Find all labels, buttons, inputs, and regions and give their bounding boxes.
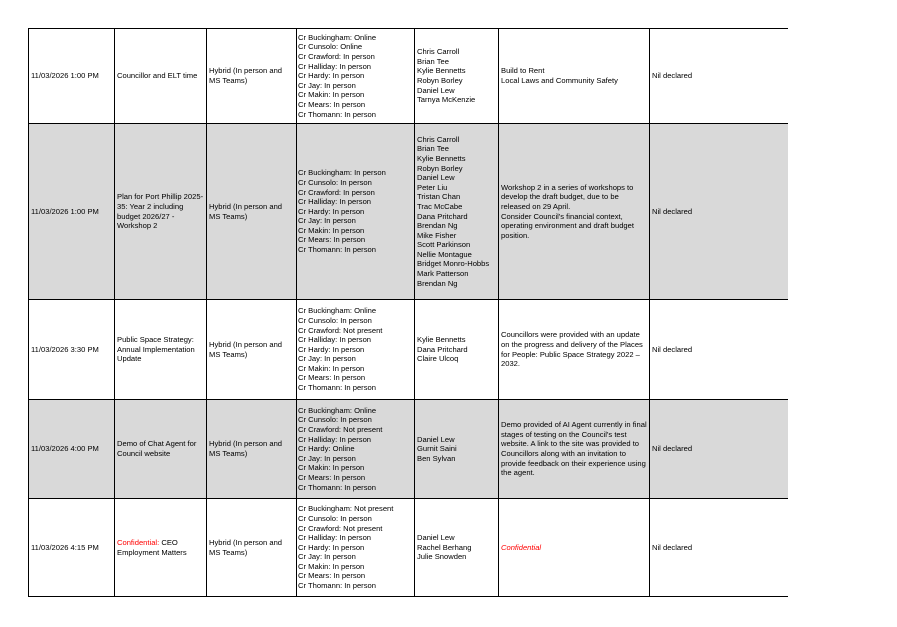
staff-attendance-cell	[415, 300, 499, 400]
staff-attendee: Kylie Bennetts	[417, 66, 466, 76]
meeting-title-cell	[115, 499, 207, 597]
staff-attendee: Gurnit Saini	[417, 444, 457, 454]
councillor-attendance: Cr Mears: In person	[298, 571, 366, 581]
councillor-attendance: Cr Hardy: In person	[298, 344, 365, 354]
meeting-datetime-cell	[29, 29, 115, 124]
councillor-attendance: Cr Jay: In person	[298, 354, 356, 364]
conflict-declaration: Nil declared	[652, 444, 693, 454]
meeting-format: Hybrid (In person and MS Teams)	[209, 439, 283, 458]
staff-attendee: Peter Liu	[417, 182, 448, 192]
staff-attendee: Mike Fisher	[417, 230, 457, 240]
councillor-attendance: Cr Halliday: In person	[298, 335, 372, 345]
councillor-attendance-cell	[297, 400, 415, 499]
councillor-attendance: Cr Buckingham: Online	[298, 306, 377, 316]
staff-attendee: Julie Snowden	[417, 552, 467, 562]
matters-discussed-cell	[499, 124, 650, 300]
conflicts-cell	[650, 499, 788, 597]
table-row	[29, 124, 788, 300]
meeting-format: Hybrid (In person and MS Teams)	[209, 537, 283, 557]
councillor-attendance: Cr Cunsolo: In person	[298, 177, 372, 187]
meeting-title-cell	[115, 124, 207, 300]
matter-discussed: Local Laws and Community Safety	[501, 76, 618, 85]
meetings-table	[28, 28, 788, 597]
matters-discussed-cell	[499, 300, 650, 400]
councillor-attendance: Cr Hardy: In person	[298, 71, 365, 81]
councillor-attendance: Cr Cunsolo: In person	[298, 315, 372, 325]
councillor-attendance: Cr Crawford: Not present	[298, 425, 383, 435]
meeting-format-cell	[207, 400, 297, 499]
matter-discussed: Workshop 2 in a series of workshops to develop the draft budget, due to be released on 29 April.	[501, 182, 634, 211]
staff-attendee: Dana Pritchard	[417, 211, 468, 221]
meeting-datetime-cell	[29, 300, 115, 400]
staff-attendance-cell	[415, 400, 499, 499]
councillor-attendance: Cr Hardy: In person	[298, 542, 365, 552]
councillor-attendance: Cr Buckingham: Not present	[298, 504, 394, 514]
councillor-attendance: Cr Hardy: In person	[298, 206, 365, 216]
staff-attendee: Brendan Ng	[417, 278, 458, 288]
councillor-attendance: Cr Crawford: In person	[298, 187, 375, 197]
councillor-attendance: Cr Mears: In person	[298, 99, 366, 109]
meeting-format: Hybrid (In person and MS Teams)	[209, 66, 283, 85]
councillor-attendance: Cr Jay: In person	[298, 216, 356, 226]
matter-discussed: Councillors were provided with an update on the progress and delivery of the Places for People: Public Space Strategy 2022 – 2032.	[501, 330, 643, 369]
meeting-datetime: 11/03/2026 4:15 PM	[31, 542, 99, 552]
councillor-attendance: Cr Halliday: In person	[298, 434, 372, 444]
meeting-datetime: 11/03/2026 1:00 PM	[31, 206, 99, 216]
table-row	[29, 300, 788, 400]
conflicts-cell	[650, 124, 788, 300]
meeting-datetime: 11/03/2026 3:30 PM	[31, 344, 99, 354]
councillor-attendance: Cr Thomann: In person	[298, 482, 376, 492]
meeting-title: Councillor and ELT time	[117, 71, 198, 81]
councillor-attendance: Cr Makin: In person	[298, 225, 365, 235]
meeting-datetime-cell	[29, 499, 115, 597]
meeting-datetime: 11/03/2026 4:00 PM	[31, 444, 99, 454]
staff-attendee: Bridget Monro-Hobbs	[417, 259, 490, 269]
staff-attendee: Daniel Lew	[417, 533, 455, 543]
staff-attendee: Nellie Montague	[417, 249, 472, 259]
meeting-format: Hybrid (In person and MS Teams)	[209, 201, 283, 221]
councillor-attendance-cell	[297, 300, 415, 400]
meeting-title: CEO Employment Matters	[117, 537, 187, 557]
staff-attendee: Robyn Borley	[417, 163, 463, 173]
councillor-attendance: Cr Makin: In person	[298, 363, 365, 373]
staff-attendance-cell	[415, 124, 499, 300]
councillor-attendance: Cr Jay: In person	[298, 80, 356, 90]
conflict-declaration: Nil declared	[652, 206, 693, 216]
confidential-prefix: Confidential:	[117, 537, 160, 547]
staff-attendee: Kylie Bennetts	[417, 335, 466, 345]
meeting-title: Demo of Chat Agent for Council website	[117, 439, 197, 458]
councillor-attendance: Cr Thomann: In person	[298, 383, 376, 393]
meeting-title-text	[117, 192, 205, 230]
conflicts-cell	[650, 400, 788, 499]
staff-attendee: Robyn Borley	[417, 76, 463, 85]
matter-discussed: Demo provided of AI Agent currently in final stages of testing on the Council's test website. A link to the site was provided to Councillors along with an invitation to provide feedback on their experience using the agent.	[501, 420, 647, 478]
councillor-attendance: Cr Hardy: Online	[298, 444, 355, 454]
councillor-attendance: Cr Buckingham: Online	[298, 405, 377, 415]
matters-discussed-cell	[499, 499, 650, 597]
staff-attendee: Tristan Chan	[417, 192, 461, 202]
meeting-title-cell	[115, 29, 207, 124]
conflicts-cell	[650, 29, 788, 124]
conflict-declaration: Nil declared	[652, 344, 693, 354]
councillor-attendance: Cr Thomann: In person	[298, 109, 376, 119]
meeting-title-text	[117, 335, 205, 364]
table-row	[29, 29, 788, 124]
meeting-title: Plan for Port Phillip 2025-35: Year 2 including budget 2026/27 - Workshop 2	[117, 192, 204, 231]
matters-discussed-cell	[499, 400, 650, 499]
staff-attendee: Daniel Lew	[417, 173, 455, 183]
matter-discussed: Confidential	[501, 542, 542, 552]
staff-attendance-cell	[415, 29, 499, 124]
councillor-attendance: Cr Crawford: In person	[298, 52, 375, 62]
councillor-attendance: Cr Makin: In person	[298, 90, 365, 100]
table-row	[29, 400, 788, 499]
meeting-format-cell	[207, 300, 297, 400]
staff-attendee: Brendan Ng	[417, 221, 458, 231]
meeting-datetime-cell	[29, 124, 115, 300]
staff-attendee: Trac McCabe	[417, 201, 463, 211]
staff-attendee: Kylie Bennetts	[417, 153, 466, 163]
staff-attendee: Tarnya McKenzie	[417, 95, 476, 105]
staff-attendee: Ben Sylvan	[417, 453, 456, 463]
conflicts-cell	[650, 300, 788, 400]
staff-attendee: Rachel Berhang	[417, 542, 472, 552]
staff-attendee: Daniel Lew	[417, 85, 455, 95]
councillor-attendance: Cr Halliday: In person	[298, 197, 372, 207]
councillor-attendance: Cr Cunsolo: In person	[298, 415, 372, 425]
meeting-title-text	[117, 71, 205, 81]
meeting-format-cell	[207, 499, 297, 597]
councillor-attendance: Cr Cunsolo: In person	[298, 513, 372, 523]
meeting-datetime: 11/03/2026 1:00 PM	[31, 71, 99, 81]
conflict-declaration: Nil declared	[652, 71, 693, 81]
meeting-title-text	[117, 538, 205, 557]
staff-attendee: Brian Tee	[417, 144, 449, 154]
councillor-attendance: Cr Mears: In person	[298, 373, 366, 383]
meeting-title-text	[117, 439, 205, 458]
matter-discussed: Consider Council's financial context, operating environment and draft budget position.	[501, 211, 634, 240]
councillor-attendance: Cr Thomann: In person	[298, 581, 376, 591]
councillor-attendance: Cr Thomann: In person	[298, 245, 376, 255]
councillor-attendance: Cr Jay: In person	[298, 552, 356, 562]
meeting-title: Public Space Strategy: Annual Implementation Update	[117, 335, 195, 364]
meeting-title-cell	[115, 300, 207, 400]
conflict-declaration: Nil declared	[652, 542, 693, 552]
councillor-attendance: Cr Buckingham: In person	[298, 168, 386, 178]
staff-attendee: Mark Patterson	[417, 269, 469, 279]
councillor-attendance: Cr Mears: In person	[298, 235, 366, 245]
councillor-attendance-cell	[297, 29, 415, 124]
meeting-format-cell	[207, 124, 297, 300]
meeting-format: Hybrid (In person and MS Teams)	[209, 339, 283, 359]
councillor-attendance: Cr Mears: In person	[298, 472, 366, 482]
meeting-format-cell	[207, 29, 297, 124]
councillor-attendance: Cr Halliday: In person	[298, 533, 372, 543]
matter-discussed: Build to Rent	[501, 66, 545, 76]
councillor-attendance: Cr Jay: In person	[298, 453, 356, 463]
councillor-attendance: Cr Halliday: In person	[298, 61, 372, 71]
staff-attendee: Brian Tee	[417, 56, 449, 66]
staff-attendee: Chris Carroll	[417, 134, 460, 144]
councillor-attendance: Cr Buckingham: Online	[298, 32, 377, 42]
meeting-datetime-cell	[29, 400, 115, 499]
councillor-attendance: Cr Cunsolo: Online	[298, 42, 363, 52]
councillor-attendance-cell	[297, 124, 415, 300]
meetings-table-body	[29, 29, 788, 597]
councillor-attendance: Cr Crawford: Not present	[298, 523, 383, 533]
councillor-attendance: Cr Makin: In person	[298, 561, 365, 571]
staff-attendee: Claire Ulcoq	[417, 354, 459, 364]
staff-attendee: Daniel Lew	[417, 434, 455, 444]
councillor-attendance-cell	[297, 499, 415, 597]
staff-attendee: Scott Parkinson	[417, 240, 471, 250]
matters-discussed-cell	[499, 29, 650, 124]
table-row	[29, 499, 788, 597]
councillor-attendance: Cr Crawford: Not present	[298, 325, 383, 335]
staff-attendee: Dana Pritchard	[417, 344, 468, 354]
councillor-attendance: Cr Makin: In person	[298, 463, 365, 473]
staff-attendance-cell	[415, 499, 499, 597]
staff-attendee: Chris Carroll	[417, 47, 460, 57]
meeting-title-cell	[115, 400, 207, 499]
